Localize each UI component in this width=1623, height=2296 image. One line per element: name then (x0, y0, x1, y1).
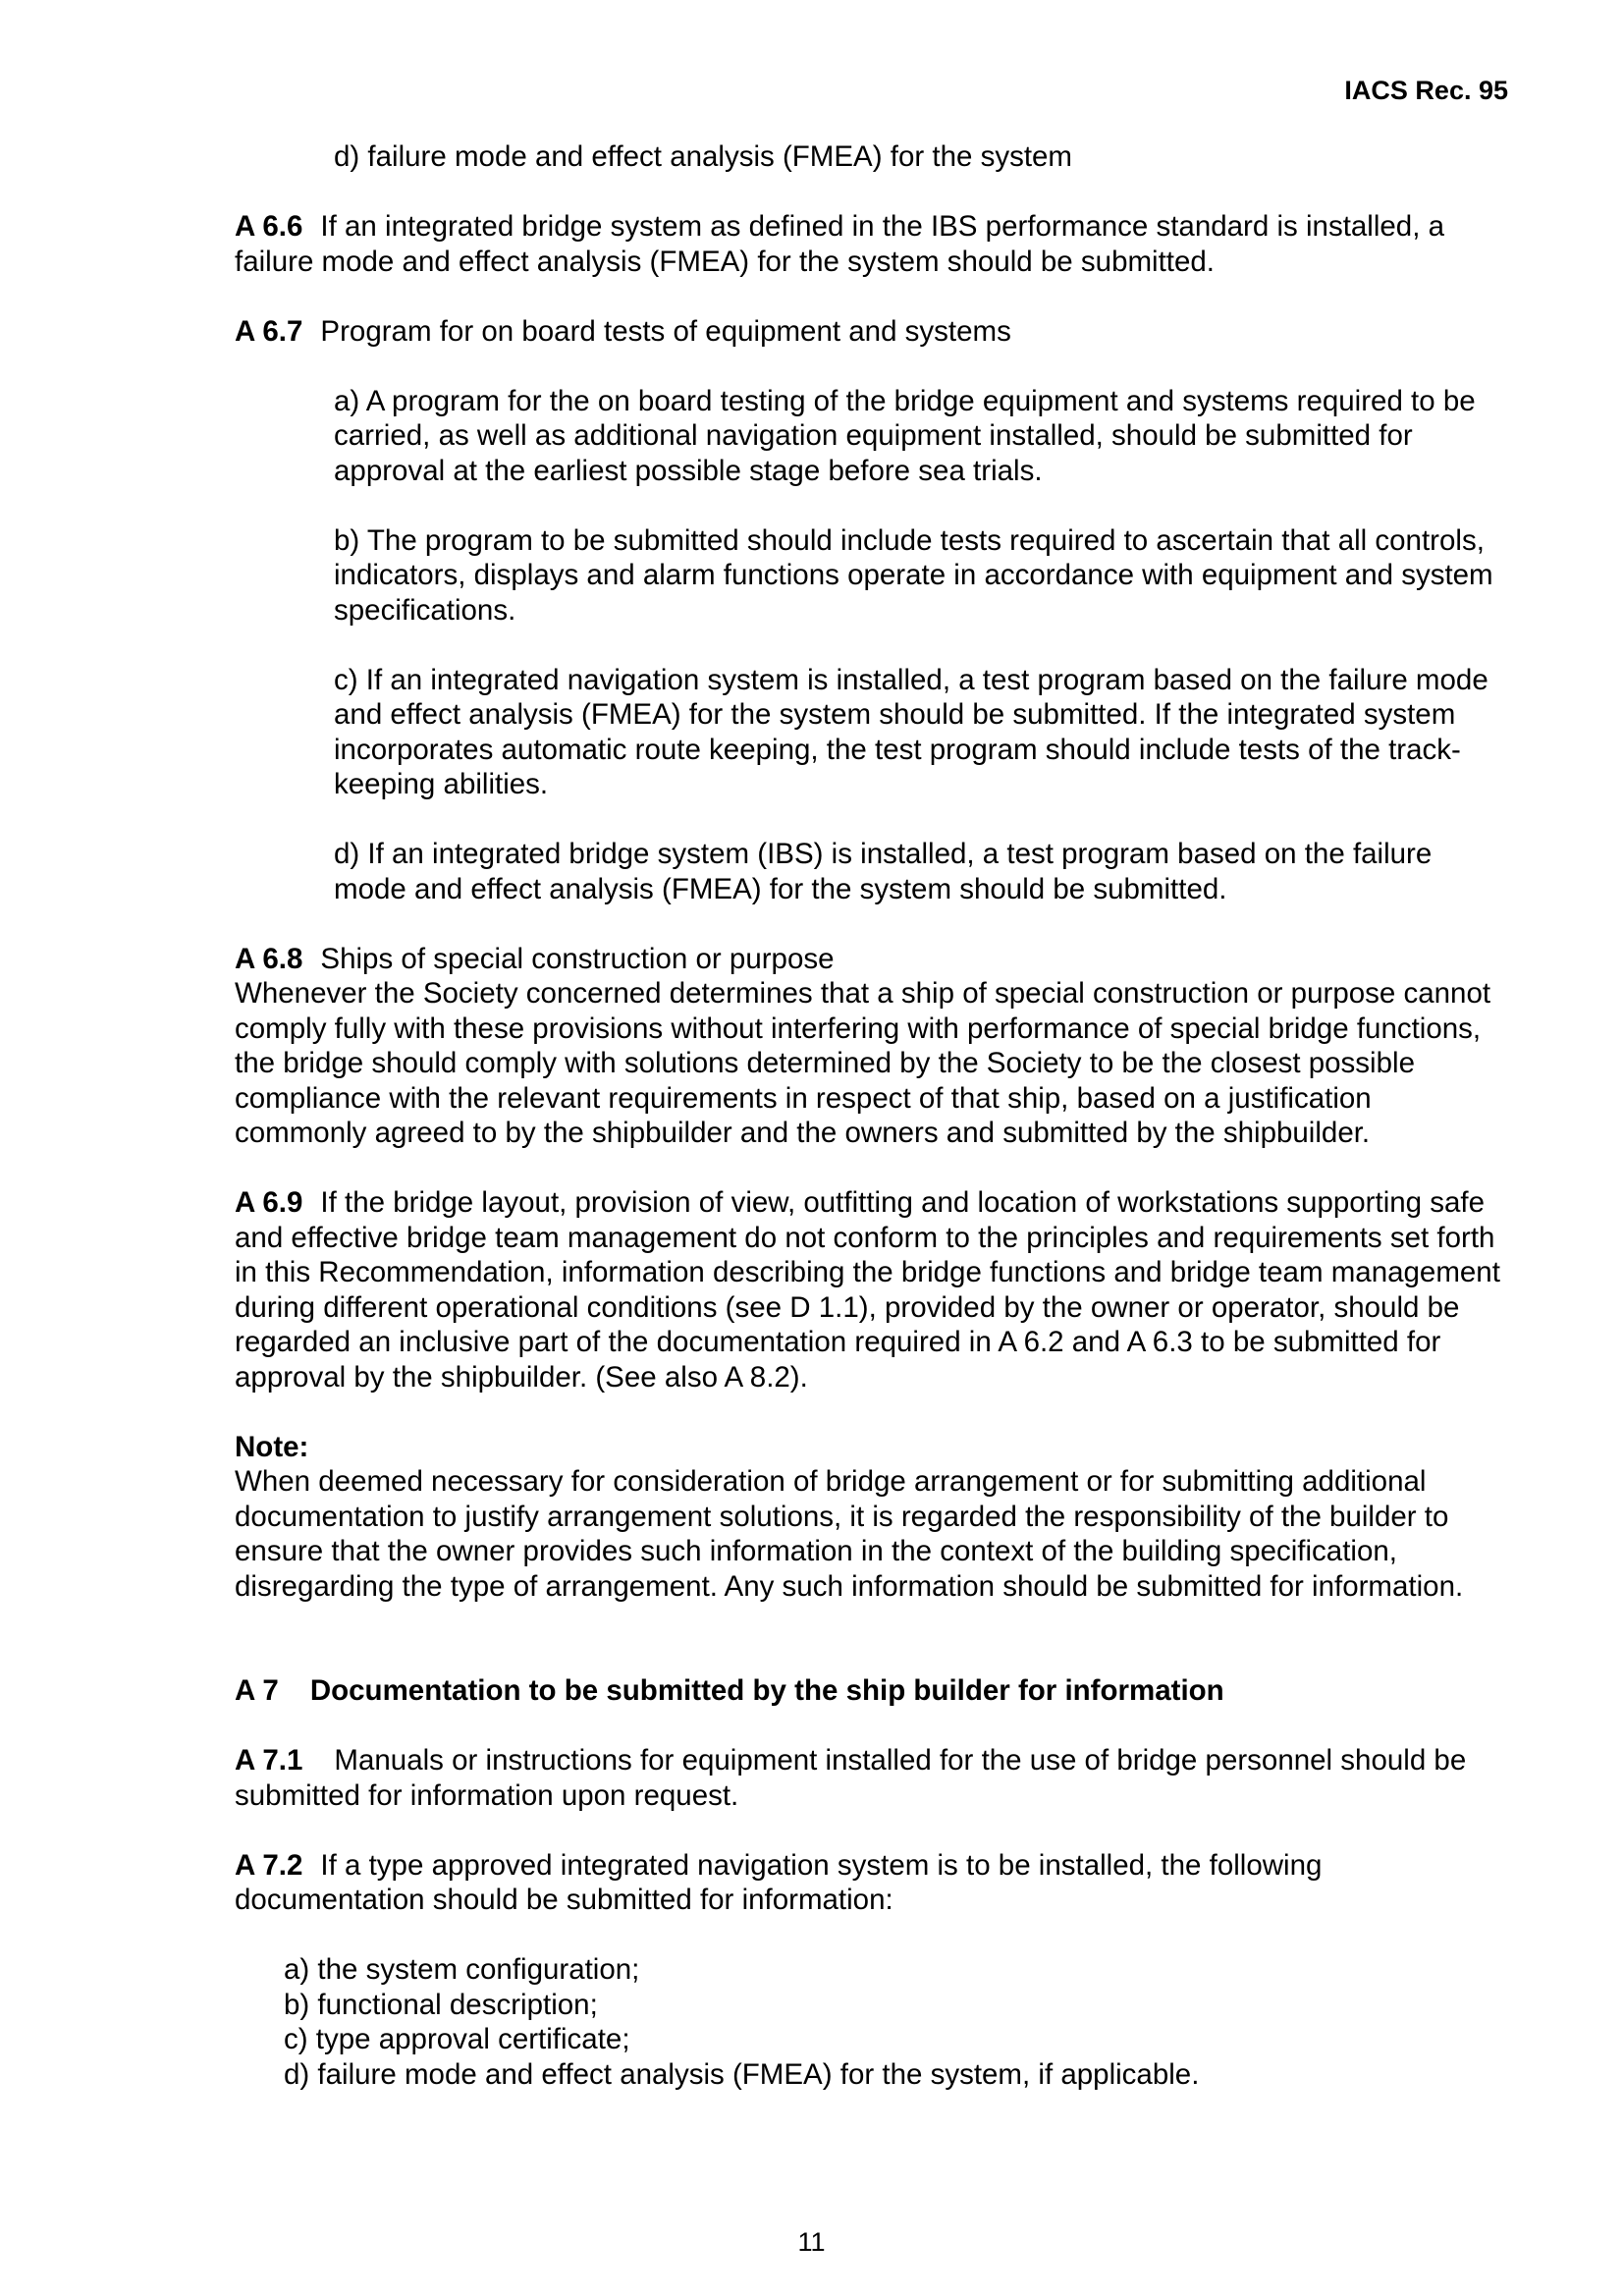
list-item: d) If an integrated bridge system (IBS) is installed, a test program based on the failure mode and effect analysis (FMEA) for the system should be submitted. (334, 838, 1433, 905)
section-text: If a type approved integrated navigation system is to be installed, the following documentation should be submitted for information: (235, 1848, 1323, 1916)
section-a6-8 (235, 942, 1511, 977)
section-title: Ships of special construction or purpose (320, 942, 835, 975)
list-item: c) If an integrated navigation system is installed, a test program based on the failure mode and effect analysis (FMEA) for the system should be submitted. If the integrated system incorporates automatic route keeping, the test program should include tests of the track-keeping abilities. (334, 663, 1488, 800)
note-label: Note: (235, 1430, 309, 1463)
list-item: d) failure mode and effect analysis (FMEA) for the system (334, 140, 1073, 173)
page-number: 11 (797, 2227, 826, 2257)
section-label: A 6.6 (235, 210, 303, 243)
section-label: A 6.8 (235, 942, 303, 975)
list-item: c) type approval certificate; (284, 2023, 630, 2055)
list-item: a) A program for the on board testing of the bridge equipment and systems required to be carried, as well as additional navigation equipment installed, should be submitted for approval at the earliest possible stage before sea trials. (334, 384, 1476, 487)
section-text: Manuals or instructions for equipment installed for the use of bridge personnel should be submitted for information upon request. (235, 1744, 1467, 1812)
document-id-header: IACS Rec. 95 (1344, 76, 1508, 105)
list-item: a) the system configuration; (284, 1953, 640, 1986)
section-text: Whenever the Society concerned determines that a ship of special construction or purpose cannot comply fully with these provisions without interfering with performance of special bridge functions, the bridge should comply with solutions determined by the Society to be the closest possible compliance with the relevant requirements in respect of that ship, based on a justification commonly agreed to by the shipbuilder and the owners and submitted by the shipbuilder. (235, 977, 1491, 1149)
section-label: A 7.2 (235, 1848, 303, 1882)
section-text: If an integrated bridge system as defined in the IBS performance standard is installed, a failure mode and effect analysis (FMEA) for the system should be submitted. (235, 210, 1445, 278)
section-a7-2 (235, 1848, 1511, 1918)
list-item: d) failure mode and effect analysis (FMEA) for the system, if applicable. (284, 2057, 1200, 2091)
list-item: b) The program to be submitted should include tests required to ascertain that all controls, indicators, displays and alarm functions operate in accordance with equipment and system specifications. (334, 523, 1493, 627)
section-label: A 7 (235, 1674, 279, 1707)
section-text: If the bridge layout, provision of view, outfitting and location of workstations supporting safe and effective bridge team management do not conform to the principles and requirements set forth in this Recommendation, information describing the bridge functions and bridge team management during different operational conditions (see D 1.1), provided by the owner or operator, should be regarded an inclusive part of the documentation required in A 6.2 and A 6.3 to be submitted for approval by the shipbuilder. (See also A 8.2). (235, 1186, 1500, 1394)
documentation-list (235, 1952, 1511, 2092)
section-label: A 6.9 (235, 1186, 303, 1219)
section-label: A 6.7 (235, 314, 303, 348)
section-a6-9 (235, 1185, 1511, 1394)
section-a7-heading (235, 1673, 1511, 1709)
section-a7-1 (235, 1743, 1511, 1813)
section-title: Program for on board tests of equipment and systems (320, 314, 1011, 348)
section-label: A 7.1 (235, 1744, 303, 1777)
list-item: b) functional description; (284, 1988, 598, 2021)
section-a6-6 (235, 209, 1511, 279)
note-text: When deemed necessary for consideration of bridge arrangement or for submitting additional documentation to justify arrangement solutions, it is regarded the responsibility of the builder to ensure that the owner provides such information in the context of the building specification, disregarding the type of arrangement. Any such information should be submitted for information. (235, 1465, 1464, 1603)
page-body (235, 139, 1511, 2092)
section-a6-7 (235, 314, 1511, 350)
section-title: Documentation to be submitted by the ship builder for information (309, 1674, 1224, 1707)
